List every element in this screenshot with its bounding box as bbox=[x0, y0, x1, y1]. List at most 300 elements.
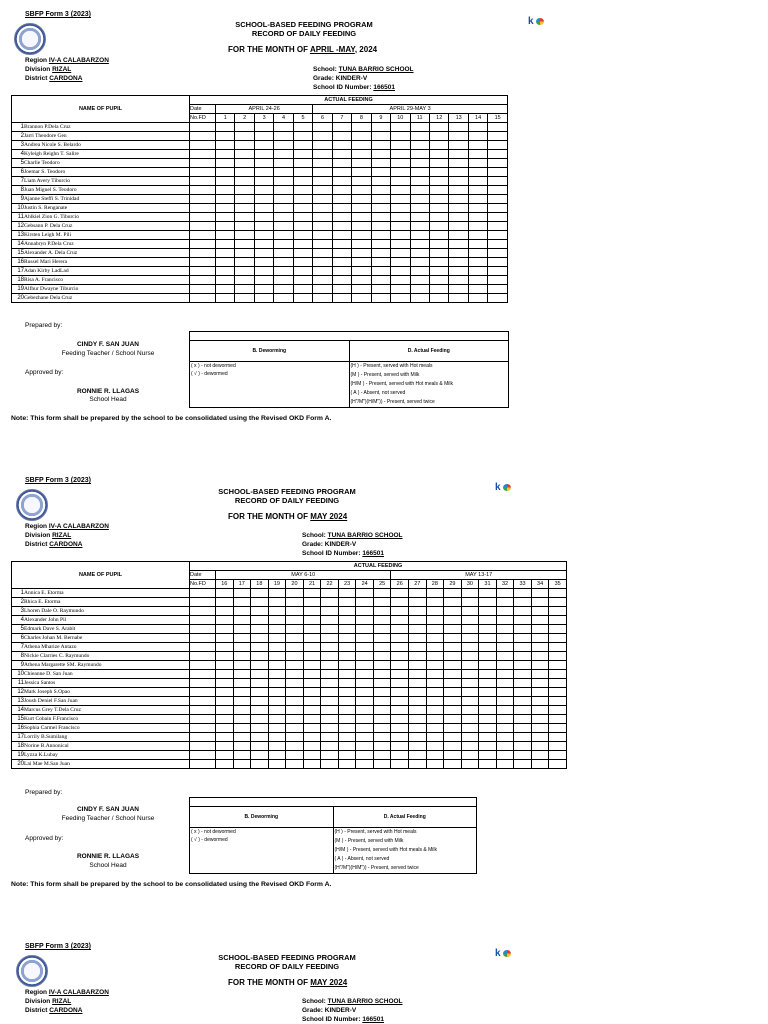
feeding-cell[interactable] bbox=[286, 724, 304, 733]
feeding-cell[interactable] bbox=[303, 733, 321, 742]
feeding-cell[interactable] bbox=[449, 168, 468, 177]
feeding-cell[interactable] bbox=[373, 706, 391, 715]
feeding-cell[interactable] bbox=[356, 751, 374, 760]
feeding-cell[interactable] bbox=[338, 598, 356, 607]
nofd-cell[interactable] bbox=[190, 213, 216, 222]
feeding-cell[interactable] bbox=[216, 132, 235, 141]
feeding-cell[interactable] bbox=[514, 616, 532, 625]
feeding-cell[interactable] bbox=[496, 724, 514, 733]
feeding-cell[interactable] bbox=[410, 204, 429, 213]
feeding-cell[interactable] bbox=[233, 760, 251, 769]
feeding-cell[interactable] bbox=[352, 258, 371, 267]
feeding-cell[interactable] bbox=[216, 670, 234, 679]
nofd-cell[interactable] bbox=[190, 751, 216, 760]
feeding-cell[interactable] bbox=[321, 598, 339, 607]
nofd-cell[interactable] bbox=[190, 688, 216, 697]
feeding-cell[interactable] bbox=[371, 159, 390, 168]
feeding-cell[interactable] bbox=[479, 760, 497, 769]
nofd-cell[interactable] bbox=[190, 150, 216, 159]
feeding-cell[interactable] bbox=[429, 204, 448, 213]
feeding-cell[interactable] bbox=[488, 267, 508, 276]
feeding-cell[interactable] bbox=[549, 589, 567, 598]
feeding-cell[interactable] bbox=[268, 679, 286, 688]
feeding-cell[interactable] bbox=[426, 733, 444, 742]
feeding-cell[interactable] bbox=[391, 598, 409, 607]
feeding-cell[interactable] bbox=[391, 168, 410, 177]
feeding-cell[interactable] bbox=[321, 715, 339, 724]
feeding-cell[interactable] bbox=[410, 285, 429, 294]
nofd-cell[interactable] bbox=[190, 231, 216, 240]
feeding-cell[interactable] bbox=[216, 249, 235, 258]
feeding-cell[interactable] bbox=[233, 697, 251, 706]
feeding-cell[interactable] bbox=[449, 204, 468, 213]
feeding-cell[interactable] bbox=[303, 742, 321, 751]
feeding-cell[interactable] bbox=[268, 661, 286, 670]
feeding-cell[interactable] bbox=[479, 733, 497, 742]
feeding-cell[interactable] bbox=[426, 625, 444, 634]
feeding-cell[interactable] bbox=[409, 742, 427, 751]
feeding-cell[interactable] bbox=[233, 634, 251, 643]
feeding-cell[interactable] bbox=[233, 715, 251, 724]
nofd-cell[interactable] bbox=[190, 742, 216, 751]
feeding-cell[interactable] bbox=[468, 267, 487, 276]
feeding-cell[interactable] bbox=[371, 150, 390, 159]
feeding-cell[interactable] bbox=[488, 186, 508, 195]
feeding-cell[interactable] bbox=[274, 123, 293, 132]
feeding-cell[interactable] bbox=[293, 222, 312, 231]
feeding-cell[interactable] bbox=[391, 634, 409, 643]
feeding-cell[interactable] bbox=[488, 177, 508, 186]
feeding-cell[interactable] bbox=[373, 742, 391, 751]
feeding-cell[interactable] bbox=[254, 150, 273, 159]
feeding-cell[interactable] bbox=[468, 204, 487, 213]
feeding-cell[interactable] bbox=[488, 258, 508, 267]
feeding-cell[interactable] bbox=[303, 652, 321, 661]
feeding-cell[interactable] bbox=[468, 150, 487, 159]
feeding-cell[interactable] bbox=[409, 625, 427, 634]
feeding-cell[interactable] bbox=[338, 697, 356, 706]
feeding-cell[interactable] bbox=[426, 643, 444, 652]
nofd-cell[interactable] bbox=[190, 132, 216, 141]
feeding-cell[interactable] bbox=[233, 589, 251, 598]
feeding-cell[interactable] bbox=[313, 132, 332, 141]
feeding-cell[interactable] bbox=[549, 643, 567, 652]
feeding-cell[interactable] bbox=[303, 643, 321, 652]
feeding-cell[interactable] bbox=[531, 751, 549, 760]
feeding-cell[interactable] bbox=[391, 643, 409, 652]
nofd-cell[interactable] bbox=[190, 589, 216, 598]
feeding-cell[interactable] bbox=[321, 733, 339, 742]
feeding-cell[interactable] bbox=[313, 186, 332, 195]
feeding-cell[interactable] bbox=[444, 751, 462, 760]
feeding-cell[interactable] bbox=[286, 733, 304, 742]
feeding-cell[interactable] bbox=[371, 123, 390, 132]
feeding-cell[interactable] bbox=[461, 634, 479, 643]
feeding-cell[interactable] bbox=[268, 616, 286, 625]
feeding-cell[interactable] bbox=[426, 697, 444, 706]
feeding-cell[interactable] bbox=[373, 652, 391, 661]
feeding-cell[interactable] bbox=[514, 742, 532, 751]
feeding-cell[interactable] bbox=[274, 177, 293, 186]
feeding-cell[interactable] bbox=[356, 634, 374, 643]
feeding-cell[interactable] bbox=[549, 625, 567, 634]
feeding-cell[interactable] bbox=[254, 213, 273, 222]
feeding-cell[interactable] bbox=[444, 742, 462, 751]
feeding-cell[interactable] bbox=[332, 213, 351, 222]
feeding-cell[interactable] bbox=[352, 294, 371, 303]
feeding-cell[interactable] bbox=[371, 213, 390, 222]
feeding-cell[interactable] bbox=[338, 688, 356, 697]
feeding-cell[interactable] bbox=[373, 625, 391, 634]
feeding-cell[interactable] bbox=[514, 634, 532, 643]
feeding-cell[interactable] bbox=[391, 231, 410, 240]
feeding-cell[interactable] bbox=[254, 159, 273, 168]
feeding-cell[interactable] bbox=[268, 724, 286, 733]
feeding-cell[interactable] bbox=[321, 634, 339, 643]
feeding-cell[interactable] bbox=[254, 222, 273, 231]
feeding-cell[interactable] bbox=[216, 760, 234, 769]
feeding-cell[interactable] bbox=[274, 141, 293, 150]
feeding-cell[interactable] bbox=[479, 652, 497, 661]
feeding-cell[interactable] bbox=[373, 715, 391, 724]
feeding-cell[interactable] bbox=[549, 697, 567, 706]
feeding-cell[interactable] bbox=[235, 186, 254, 195]
feeding-cell[interactable] bbox=[391, 706, 409, 715]
feeding-cell[interactable] bbox=[410, 267, 429, 276]
feeding-cell[interactable] bbox=[479, 589, 497, 598]
feeding-cell[interactable] bbox=[303, 616, 321, 625]
nofd-cell[interactable] bbox=[190, 141, 216, 150]
feeding-cell[interactable] bbox=[251, 643, 269, 652]
feeding-cell[interactable] bbox=[216, 195, 235, 204]
feeding-cell[interactable] bbox=[338, 652, 356, 661]
feeding-cell[interactable] bbox=[338, 742, 356, 751]
feeding-cell[interactable] bbox=[496, 679, 514, 688]
feeding-cell[interactable] bbox=[338, 616, 356, 625]
feeding-cell[interactable] bbox=[461, 670, 479, 679]
feeding-cell[interactable] bbox=[549, 652, 567, 661]
feeding-cell[interactable] bbox=[321, 742, 339, 751]
feeding-cell[interactable] bbox=[391, 715, 409, 724]
nofd-cell[interactable] bbox=[190, 249, 216, 258]
feeding-cell[interactable] bbox=[254, 177, 273, 186]
feeding-cell[interactable] bbox=[286, 751, 304, 760]
feeding-cell[interactable] bbox=[373, 634, 391, 643]
feeding-cell[interactable] bbox=[531, 589, 549, 598]
feeding-cell[interactable] bbox=[254, 231, 273, 240]
feeding-cell[interactable] bbox=[549, 607, 567, 616]
feeding-cell[interactable] bbox=[391, 751, 409, 760]
feeding-cell[interactable] bbox=[488, 213, 508, 222]
feeding-cell[interactable] bbox=[235, 294, 254, 303]
feeding-cell[interactable] bbox=[479, 697, 497, 706]
feeding-cell[interactable] bbox=[251, 760, 269, 769]
feeding-cell[interactable] bbox=[391, 724, 409, 733]
feeding-cell[interactable] bbox=[332, 294, 351, 303]
feeding-cell[interactable] bbox=[429, 177, 448, 186]
feeding-cell[interactable] bbox=[429, 123, 448, 132]
feeding-cell[interactable] bbox=[235, 213, 254, 222]
nofd-cell[interactable] bbox=[190, 733, 216, 742]
feeding-cell[interactable] bbox=[293, 294, 312, 303]
feeding-cell[interactable] bbox=[352, 267, 371, 276]
feeding-cell[interactable] bbox=[371, 195, 390, 204]
feeding-cell[interactable] bbox=[549, 715, 567, 724]
feeding-cell[interactable] bbox=[233, 616, 251, 625]
feeding-cell[interactable] bbox=[488, 132, 508, 141]
feeding-cell[interactable] bbox=[313, 222, 332, 231]
feeding-cell[interactable] bbox=[332, 258, 351, 267]
feeding-cell[interactable] bbox=[426, 598, 444, 607]
feeding-cell[interactable] bbox=[235, 204, 254, 213]
feeding-cell[interactable] bbox=[251, 661, 269, 670]
feeding-cell[interactable] bbox=[251, 607, 269, 616]
feeding-cell[interactable] bbox=[303, 751, 321, 760]
feeding-cell[interactable] bbox=[531, 688, 549, 697]
feeding-cell[interactable] bbox=[251, 670, 269, 679]
feeding-cell[interactable] bbox=[479, 607, 497, 616]
feeding-cell[interactable] bbox=[235, 267, 254, 276]
feeding-cell[interactable] bbox=[444, 643, 462, 652]
feeding-cell[interactable] bbox=[235, 222, 254, 231]
feeding-cell[interactable] bbox=[293, 240, 312, 249]
feeding-cell[interactable] bbox=[371, 141, 390, 150]
feeding-cell[interactable] bbox=[251, 715, 269, 724]
feeding-cell[interactable] bbox=[251, 688, 269, 697]
feeding-cell[interactable] bbox=[549, 670, 567, 679]
feeding-cell[interactable] bbox=[461, 715, 479, 724]
feeding-cell[interactable] bbox=[235, 123, 254, 132]
feeding-cell[interactable] bbox=[332, 177, 351, 186]
feeding-cell[interactable] bbox=[338, 706, 356, 715]
feeding-cell[interactable] bbox=[352, 240, 371, 249]
feeding-cell[interactable] bbox=[274, 267, 293, 276]
feeding-cell[interactable] bbox=[286, 742, 304, 751]
feeding-cell[interactable] bbox=[268, 634, 286, 643]
feeding-cell[interactable] bbox=[338, 715, 356, 724]
feeding-cell[interactable] bbox=[444, 589, 462, 598]
feeding-cell[interactable] bbox=[338, 679, 356, 688]
feeding-cell[interactable] bbox=[429, 267, 448, 276]
feeding-cell[interactable] bbox=[356, 652, 374, 661]
feeding-cell[interactable] bbox=[313, 231, 332, 240]
feeding-cell[interactable] bbox=[356, 688, 374, 697]
feeding-cell[interactable] bbox=[233, 598, 251, 607]
feeding-cell[interactable] bbox=[313, 276, 332, 285]
feeding-cell[interactable] bbox=[531, 616, 549, 625]
feeding-cell[interactable] bbox=[254, 204, 273, 213]
feeding-cell[interactable] bbox=[216, 625, 234, 634]
feeding-cell[interactable] bbox=[479, 724, 497, 733]
feeding-cell[interactable] bbox=[409, 598, 427, 607]
feeding-cell[interactable] bbox=[303, 697, 321, 706]
nofd-cell[interactable] bbox=[190, 186, 216, 195]
feeding-cell[interactable] bbox=[410, 240, 429, 249]
feeding-cell[interactable] bbox=[373, 589, 391, 598]
feeding-cell[interactable] bbox=[332, 150, 351, 159]
feeding-cell[interactable] bbox=[531, 679, 549, 688]
feeding-cell[interactable] bbox=[549, 733, 567, 742]
feeding-cell[interactable] bbox=[444, 670, 462, 679]
feeding-cell[interactable] bbox=[293, 123, 312, 132]
feeding-cell[interactable] bbox=[549, 661, 567, 670]
feeding-cell[interactable] bbox=[274, 132, 293, 141]
feeding-cell[interactable] bbox=[373, 724, 391, 733]
feeding-cell[interactable] bbox=[321, 688, 339, 697]
feeding-cell[interactable] bbox=[426, 688, 444, 697]
feeding-cell[interactable] bbox=[254, 276, 273, 285]
feeding-cell[interactable] bbox=[356, 670, 374, 679]
feeding-cell[interactable] bbox=[391, 607, 409, 616]
feeding-cell[interactable] bbox=[254, 240, 273, 249]
feeding-cell[interactable] bbox=[410, 168, 429, 177]
feeding-cell[interactable] bbox=[251, 733, 269, 742]
feeding-cell[interactable] bbox=[496, 625, 514, 634]
feeding-cell[interactable] bbox=[356, 706, 374, 715]
feeding-cell[interactable] bbox=[274, 231, 293, 240]
feeding-cell[interactable] bbox=[235, 141, 254, 150]
feeding-cell[interactable] bbox=[479, 706, 497, 715]
feeding-cell[interactable] bbox=[429, 186, 448, 195]
feeding-cell[interactable] bbox=[549, 634, 567, 643]
feeding-cell[interactable] bbox=[338, 724, 356, 733]
feeding-cell[interactable] bbox=[286, 715, 304, 724]
feeding-cell[interactable] bbox=[216, 267, 235, 276]
feeding-cell[interactable] bbox=[332, 249, 351, 258]
feeding-cell[interactable] bbox=[488, 240, 508, 249]
feeding-cell[interactable] bbox=[514, 724, 532, 733]
nofd-cell[interactable] bbox=[190, 258, 216, 267]
feeding-cell[interactable] bbox=[488, 222, 508, 231]
feeding-cell[interactable] bbox=[514, 688, 532, 697]
feeding-cell[interactable] bbox=[488, 159, 508, 168]
feeding-cell[interactable] bbox=[303, 688, 321, 697]
feeding-cell[interactable] bbox=[352, 231, 371, 240]
feeding-cell[interactable] bbox=[391, 150, 410, 159]
feeding-cell[interactable] bbox=[468, 285, 487, 294]
feeding-cell[interactable] bbox=[391, 249, 410, 258]
feeding-cell[interactable] bbox=[429, 285, 448, 294]
feeding-cell[interactable] bbox=[488, 204, 508, 213]
feeding-cell[interactable] bbox=[251, 751, 269, 760]
feeding-cell[interactable] bbox=[216, 715, 234, 724]
feeding-cell[interactable] bbox=[352, 123, 371, 132]
feeding-cell[interactable] bbox=[391, 760, 409, 769]
feeding-cell[interactable] bbox=[410, 123, 429, 132]
feeding-cell[interactable] bbox=[373, 607, 391, 616]
feeding-cell[interactable] bbox=[409, 679, 427, 688]
feeding-cell[interactable] bbox=[303, 589, 321, 598]
feeding-cell[interactable] bbox=[461, 733, 479, 742]
feeding-cell[interactable] bbox=[216, 616, 234, 625]
feeding-cell[interactable] bbox=[429, 258, 448, 267]
feeding-cell[interactable] bbox=[254, 168, 273, 177]
feeding-cell[interactable] bbox=[514, 643, 532, 652]
feeding-cell[interactable] bbox=[373, 616, 391, 625]
feeding-cell[interactable] bbox=[254, 195, 273, 204]
feeding-cell[interactable] bbox=[391, 159, 410, 168]
feeding-cell[interactable] bbox=[338, 661, 356, 670]
feeding-cell[interactable] bbox=[303, 607, 321, 616]
feeding-cell[interactable] bbox=[293, 258, 312, 267]
feeding-cell[interactable] bbox=[332, 285, 351, 294]
feeding-cell[interactable] bbox=[216, 141, 235, 150]
feeding-cell[interactable] bbox=[514, 661, 532, 670]
feeding-cell[interactable] bbox=[409, 724, 427, 733]
feeding-cell[interactable] bbox=[216, 258, 235, 267]
feeding-cell[interactable] bbox=[468, 123, 487, 132]
feeding-cell[interactable] bbox=[251, 634, 269, 643]
feeding-cell[interactable] bbox=[479, 715, 497, 724]
feeding-cell[interactable] bbox=[321, 670, 339, 679]
feeding-cell[interactable] bbox=[514, 760, 532, 769]
feeding-cell[interactable] bbox=[391, 240, 410, 249]
feeding-cell[interactable] bbox=[531, 733, 549, 742]
feeding-cell[interactable] bbox=[496, 634, 514, 643]
feeding-cell[interactable] bbox=[409, 643, 427, 652]
feeding-cell[interactable] bbox=[391, 670, 409, 679]
feeding-cell[interactable] bbox=[216, 706, 234, 715]
feeding-cell[interactable] bbox=[216, 285, 235, 294]
feeding-cell[interactable] bbox=[409, 607, 427, 616]
feeding-cell[interactable] bbox=[371, 285, 390, 294]
feeding-cell[interactable] bbox=[313, 267, 332, 276]
feeding-cell[interactable] bbox=[303, 760, 321, 769]
feeding-cell[interactable] bbox=[461, 724, 479, 733]
feeding-cell[interactable] bbox=[371, 240, 390, 249]
feeding-cell[interactable] bbox=[488, 123, 508, 132]
nofd-cell[interactable] bbox=[190, 598, 216, 607]
feeding-cell[interactable] bbox=[391, 267, 410, 276]
feeding-cell[interactable] bbox=[429, 150, 448, 159]
feeding-cell[interactable] bbox=[235, 132, 254, 141]
feeding-cell[interactable] bbox=[429, 195, 448, 204]
feeding-cell[interactable] bbox=[286, 679, 304, 688]
feeding-cell[interactable] bbox=[429, 159, 448, 168]
feeding-cell[interactable] bbox=[352, 177, 371, 186]
feeding-cell[interactable] bbox=[235, 195, 254, 204]
feeding-cell[interactable] bbox=[216, 598, 234, 607]
feeding-cell[interactable] bbox=[286, 634, 304, 643]
feeding-cell[interactable] bbox=[274, 249, 293, 258]
feeding-cell[interactable] bbox=[356, 616, 374, 625]
feeding-cell[interactable] bbox=[356, 760, 374, 769]
feeding-cell[interactable] bbox=[488, 276, 508, 285]
feeding-cell[interactable] bbox=[391, 294, 410, 303]
feeding-cell[interactable] bbox=[274, 258, 293, 267]
feeding-cell[interactable] bbox=[371, 168, 390, 177]
feeding-cell[interactable] bbox=[332, 159, 351, 168]
feeding-cell[interactable] bbox=[468, 195, 487, 204]
feeding-cell[interactable] bbox=[479, 670, 497, 679]
feeding-cell[interactable] bbox=[216, 213, 235, 222]
feeding-cell[interactable] bbox=[391, 742, 409, 751]
feeding-cell[interactable] bbox=[496, 742, 514, 751]
feeding-cell[interactable] bbox=[429, 141, 448, 150]
feeding-cell[interactable] bbox=[444, 625, 462, 634]
feeding-cell[interactable] bbox=[352, 249, 371, 258]
feeding-cell[interactable] bbox=[352, 132, 371, 141]
feeding-cell[interactable] bbox=[531, 742, 549, 751]
feeding-cell[interactable] bbox=[391, 141, 410, 150]
feeding-cell[interactable] bbox=[409, 733, 427, 742]
nofd-cell[interactable] bbox=[190, 195, 216, 204]
feeding-cell[interactable] bbox=[313, 168, 332, 177]
feeding-cell[interactable] bbox=[488, 231, 508, 240]
feeding-cell[interactable] bbox=[426, 679, 444, 688]
feeding-cell[interactable] bbox=[268, 760, 286, 769]
feeding-cell[interactable] bbox=[268, 697, 286, 706]
